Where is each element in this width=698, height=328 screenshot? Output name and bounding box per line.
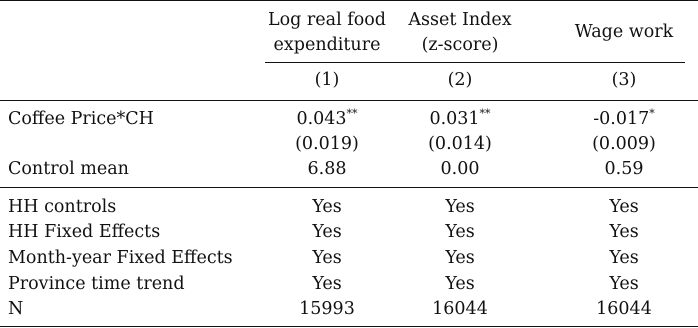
col2-significance-stars: ** <box>479 107 491 120</box>
month-year-fixed-effects-col1: Yes <box>312 248 342 268</box>
col3-number: (3) <box>611 70 637 90</box>
n-col2: 16044 <box>432 299 488 319</box>
col1-control-mean: 6.88 <box>307 159 347 179</box>
province-time-trend-label: Province time trend <box>8 274 185 294</box>
col1-estimate <box>262 107 392 131</box>
col1-number: (1) <box>314 70 340 90</box>
hh-fixed-effects-col3: Yes <box>609 222 639 242</box>
n-col3: 16044 <box>596 299 652 319</box>
month-year-fixed-effects-col2: Yes <box>445 248 475 268</box>
col2-control-mean: 0.00 <box>440 159 480 179</box>
col1-standard-error: (0.019) <box>295 134 359 154</box>
col3-control-mean: 0.59 <box>604 159 644 179</box>
col2-estimate-value: 0.031 <box>429 109 480 129</box>
col2-standard-error: (0.014) <box>428 134 492 154</box>
bottom-rule <box>0 326 698 327</box>
month-year-fixed-effects-label: Month-year Fixed Effects <box>8 248 233 268</box>
numbers-rule <box>0 100 698 101</box>
col2-estimate <box>395 107 525 131</box>
hh-fixed-effects-label: HH Fixed Effects <box>8 222 161 242</box>
header-rule <box>265 62 685 63</box>
hh-controls-col2: Yes <box>445 197 475 217</box>
hh-fixed-effects-col2: Yes <box>445 222 475 242</box>
hh-controls-label: HH controls <box>8 197 117 217</box>
spec-rule <box>0 187 698 188</box>
hh-controls-col3: Yes <box>609 197 639 217</box>
hh-controls-col1: Yes <box>312 197 342 217</box>
col3-header: Wage work <box>574 22 674 42</box>
coef-row-label: Coffee Price*CH <box>8 109 154 129</box>
month-year-fixed-effects-col3: Yes <box>609 248 639 268</box>
col1-significance-stars: ** <box>346 107 358 120</box>
col2-header-line1: Asset Index <box>408 10 512 30</box>
control-mean-label: Control mean <box>8 159 129 179</box>
province-time-trend-col1: Yes <box>312 274 342 294</box>
col2-number: (2) <box>447 70 473 90</box>
col3-estimate-value: -0.017 <box>593 109 650 129</box>
col1-estimate-value: 0.043 <box>296 109 347 129</box>
province-time-trend-col3: Yes <box>609 274 639 294</box>
col1-header-line2: expenditure <box>273 35 381 55</box>
col1-header-line1: Log real food <box>268 10 386 30</box>
n-label: N <box>8 299 24 319</box>
n-col1: 15993 <box>299 299 355 319</box>
col3-standard-error: (0.009) <box>592 134 656 154</box>
province-time-trend-col2: Yes <box>445 274 475 294</box>
col2-header-line2: (z-score) <box>421 35 499 55</box>
hh-fixed-effects-col1: Yes <box>312 222 342 242</box>
col3-significance-stars: * <box>649 107 655 120</box>
col3-estimate <box>554 107 694 131</box>
top-rule <box>0 0 698 1</box>
